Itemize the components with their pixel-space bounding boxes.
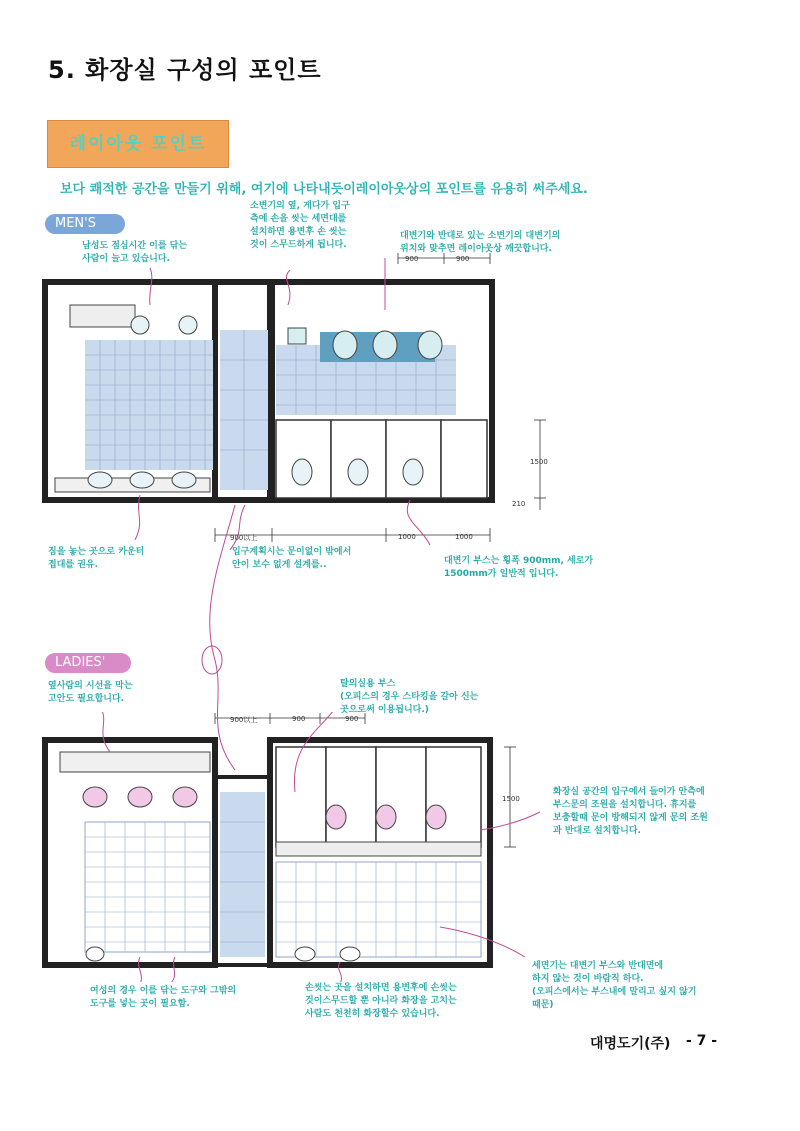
mens-dim-side-h: 1500 bbox=[530, 458, 548, 466]
page-title: 5. 화장실 구성의 포인트 bbox=[48, 56, 322, 84]
ladies-floor-plan bbox=[40, 712, 560, 982]
mens-floor-plan bbox=[40, 250, 560, 550]
mens-dim-bottom-b: 1000 bbox=[455, 533, 473, 541]
note-booth-door: 화장실 공간의 입구에서 들어가 안측에 부스문의 조원을 설치합니다. 휴지를 보충할때 문이 방해되지 않게 문의 조원 과 반대로 설치합니다. bbox=[553, 787, 708, 836]
ladies-dim-top-entry: 900以上 bbox=[230, 716, 258, 724]
ladies-tag: LADIES' bbox=[45, 653, 131, 673]
ladies-dim-top-b: 900 bbox=[345, 715, 359, 723]
note-sink-position: 세면기는 대변기 부스와 반대면에 하지 않는 것이 바람직 하다. (오피스에서는 부스내에 말리고 싶지 않기 때문) bbox=[532, 961, 697, 1010]
note-gaze: 옆사람의 시선을 막는 고안도 필요합니다. bbox=[48, 681, 133, 704]
connector-curl bbox=[190, 500, 250, 780]
note-tools: 여성의 경우 이를 닦는 도구와 그밖의 도구를 넣는 곳이 필요함. bbox=[90, 986, 237, 1009]
note-lunch: 남성도 점심시간 이를 닦는 사람이 늘고 있습니다. bbox=[82, 241, 188, 264]
note-fitting-booth: 탈의실용 부스 (오피스의 경우 스타킹을 갈아 신는 곳으로써 이용됩니다.) bbox=[340, 679, 479, 715]
mens-dim-bottom-a: 1000 bbox=[398, 533, 416, 541]
note-handwash: 손씻는 곳을 설치하면 용변후에 손씻는 것이스무드할 뿐 아니라 화장을 고치는 사람도 천천히 화장할수 있습니다. bbox=[305, 983, 457, 1019]
ladies-dim-top-a: 900 bbox=[292, 715, 306, 723]
mens-dim-top-b: 900 bbox=[456, 255, 470, 263]
footer-company: 대명도기(주) bbox=[590, 1036, 671, 1052]
mens-dim-side-small: 210 bbox=[512, 500, 526, 508]
note-entrance: 입구계획시는 문이없이 밖에서 안이 보수 없게 설계를.. bbox=[232, 547, 352, 570]
mens-dim-top-a: 900 bbox=[405, 255, 419, 263]
mens-tag: MEN'S bbox=[45, 214, 125, 234]
section-badge-label: 레이아웃 포인트 bbox=[69, 134, 207, 154]
note-booth-size: 대변기 부스는 횡폭 900mm, 세로가 1500mm가 일반적 입니다. bbox=[444, 556, 594, 579]
note-counter: 짐을 놓는 곳으로 카운터 접대를 권유. bbox=[48, 547, 145, 570]
intro-text: 보다 쾌적한 공간을 만들기 위해, 여기에 나타내듯이레이아웃상의 포인트를 유용히 써주세요. bbox=[60, 182, 588, 197]
ladies-dim-side-h: 1500 bbox=[502, 795, 520, 803]
page-number: - 7 - bbox=[686, 1033, 718, 1049]
note-urinal-opposite: 대변기와 반대로 있는 소변기의 대변기의 위치와 맞추면 레이아웃상 깨끗합니다. bbox=[400, 231, 561, 254]
mens-dim-bottom-entry: 900以上 bbox=[230, 534, 258, 542]
section-badge bbox=[47, 120, 229, 168]
note-urinal-side: 소변기의 옆, 게다가 입구 측에 손을 씻는 세면대를 설치하면 용변후 손 씻는 것이 스무드하게 됩니다. bbox=[250, 201, 350, 250]
